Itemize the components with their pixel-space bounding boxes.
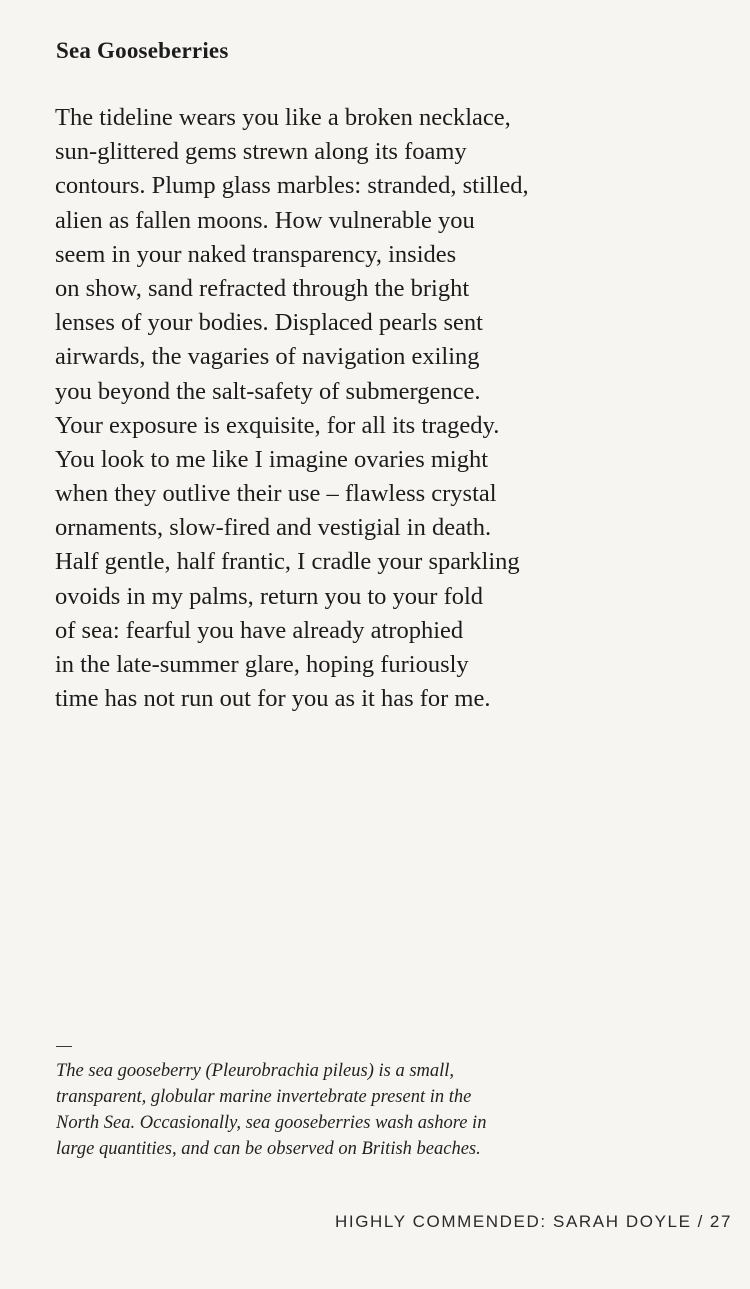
footnote-line: North Sea. Occasionally, sea gooseberries wash ashore in — [56, 1113, 487, 1133]
poem-line: time has not run out for you as it has for me. — [55, 685, 491, 713]
poem-line: ornaments, slow-fired and vestigial in death. — [55, 514, 492, 542]
poem-line: contours. Plump glass marbles: stranded, stilled, — [55, 172, 529, 200]
poem-line: Your exposure is exquisite, for all its tragedy. — [55, 411, 500, 439]
footnote-line: transparent, globular marine invertebrate present in the — [56, 1087, 472, 1107]
poem-line: You look to me like I imagine ovaries might — [55, 445, 489, 473]
footer-credit: HIGHLY COMMENDED: SARAH DOYLE — [335, 1212, 692, 1231]
poem-line: airwards, the vagaries of navigation exiling — [55, 343, 480, 371]
poem-body — [55, 101, 529, 716]
page-footer — [335, 1212, 732, 1232]
footnote-divider — [56, 1046, 72, 1047]
footnote — [56, 1058, 486, 1162]
poem-line: alien as fallen moons. How vulnerable you — [55, 206, 475, 234]
footnote-line: The sea gooseberry (Pleurobrachia pileus) is a small, — [56, 1061, 455, 1081]
poem-line: seem in your naked transparency, insides — [55, 240, 457, 268]
poem-line: you beyond the salt-safety of submergence. — [55, 377, 481, 405]
footnote-line: large quantities, and can be observed on British beaches. — [56, 1139, 481, 1159]
poem-line: ovoids in my palms, return you to your fold — [55, 582, 484, 610]
page-number: 27 — [709, 1212, 732, 1231]
poem-line: Half gentle, half frantic, I cradle your sparkling — [55, 548, 520, 576]
poem-line: in the late-summer glare, hoping furiously — [55, 651, 469, 678]
poem-line: on show, sand refracted through the bright — [55, 274, 470, 302]
poem-line: when they outlive their use – flawless crystal — [55, 480, 497, 508]
footer-separator: / — [697, 1212, 704, 1231]
poem-title: Sea Gooseberries — [56, 38, 229, 63]
poem-line: The tideline wears you like a broken necklace, — [55, 104, 511, 131]
poem-line: lenses of your bodies. Displaced pearls sent — [55, 309, 483, 337]
poem-line: of sea: fearful you have already atrophied — [55, 616, 464, 644]
poem-line: sun-glittered gems strewn along its foamy — [55, 138, 467, 166]
